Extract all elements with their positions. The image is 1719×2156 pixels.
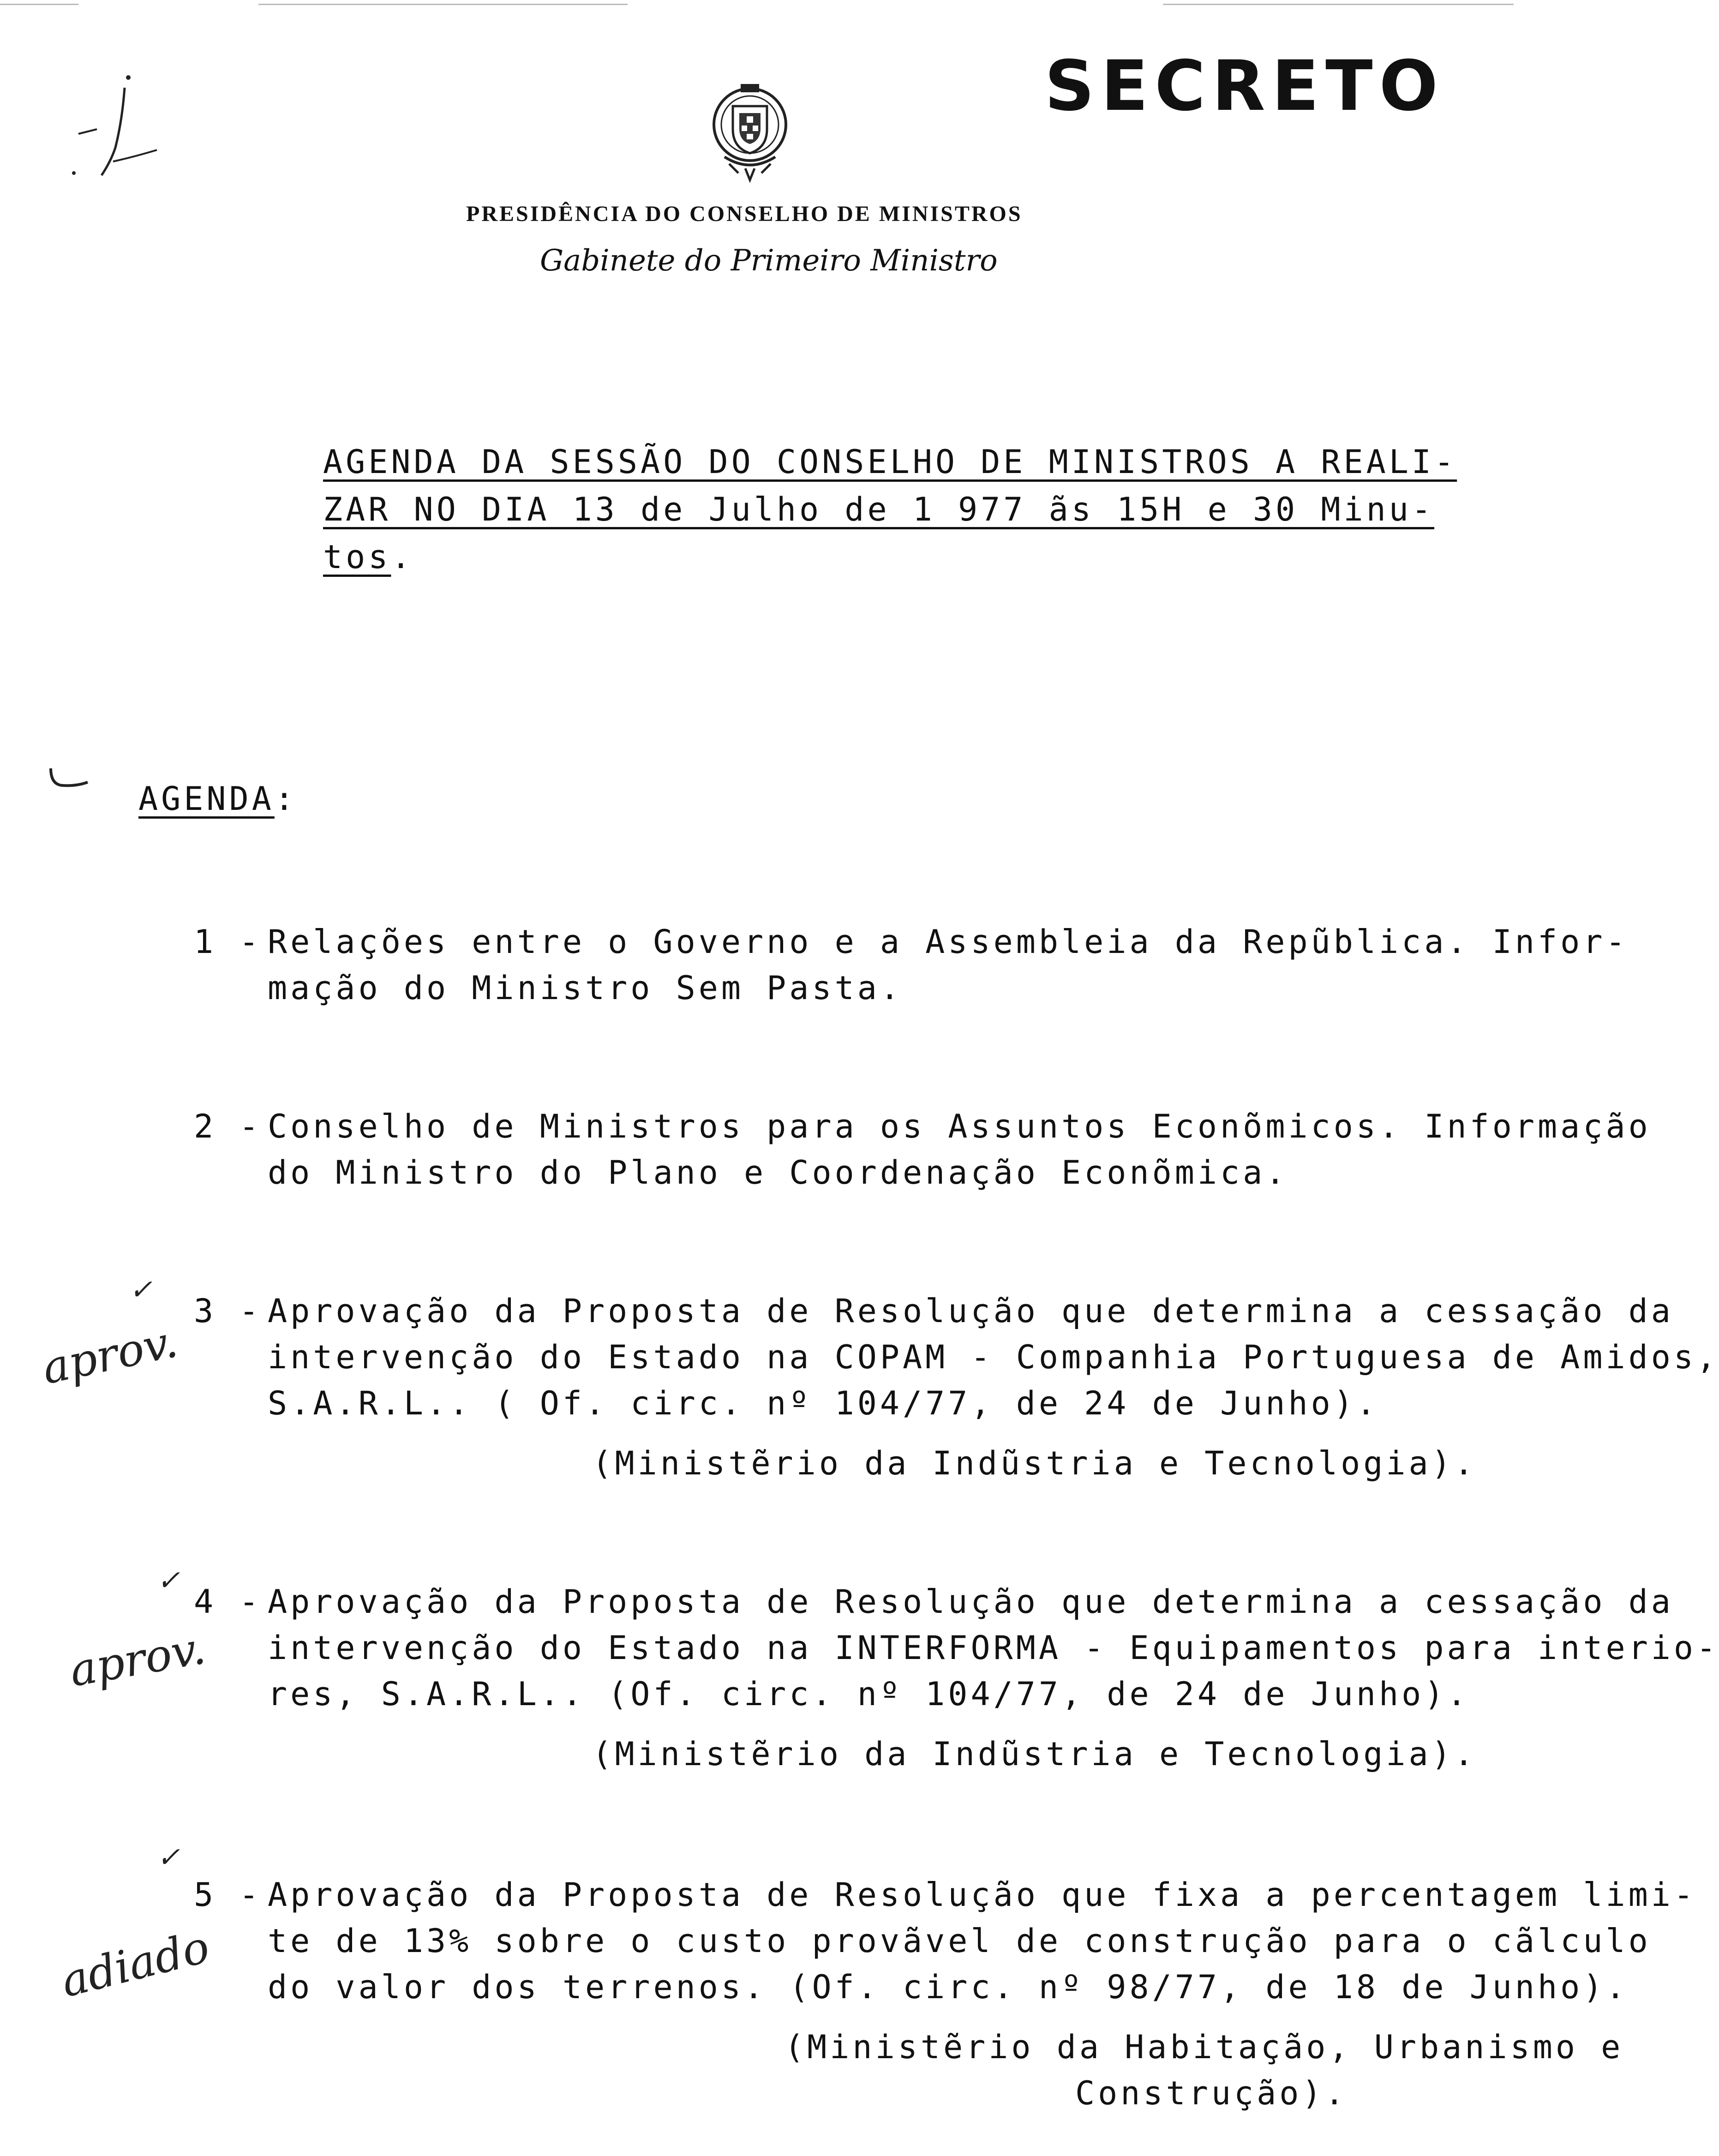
handwritten-note-item-4: aprov.	[66, 1622, 210, 1697]
title-line-1: AGENDA DA SESSÃO DO CONSELHO DE MINISTROS A REALI-	[323, 443, 1457, 481]
agenda-label-text: AGENDA	[138, 780, 275, 818]
handwritten-check: ✓	[129, 1274, 153, 1306]
title-line-3	[323, 538, 414, 576]
item-1-line-1: Relações entre o Governo e a Assembleia da Repũblica. Infor-	[268, 923, 1629, 961]
item-3-line-2: intervenção do Estado na COPAM - Companhia Portuguesa de Amidos,	[268, 1338, 1719, 1376]
scan-edge-line	[1163, 4, 1514, 5]
handwritten-note-item-5: adiado	[56, 1921, 215, 2007]
agenda-label	[138, 780, 297, 818]
item-number: 2 -	[194, 1108, 262, 1145]
item-number: 4 -	[194, 1583, 262, 1621]
item-3-ministry: (Ministẽrio da Indũstria e Tecnologia).	[592, 1444, 1477, 1482]
title-line-3-end: .	[391, 538, 414, 576]
item-number: 3 -	[194, 1292, 262, 1330]
item-1-line-2: mação do Ministro Sem Pasta.	[268, 969, 903, 1007]
item-2-line-2: do Ministro do Plano e Coordenação Econõmica.	[268, 1154, 1288, 1192]
handwritten-note-item-3: aprov.	[37, 1315, 182, 1395]
item-4-line-2: intervenção do Estado na INTERFORMA - Equipamentos para interio-	[268, 1629, 1719, 1667]
item-3-line-1: Aprovação da Proposta de Resolução que determina a cessação da	[268, 1292, 1674, 1330]
item-5-ministry-line-1: (Ministẽrio da Habitação, Urbanismo e	[785, 2028, 1624, 2066]
handwritten-one-mark	[69, 69, 175, 189]
office-subtitle: Gabinete do Primeiro Ministro	[540, 244, 998, 278]
item-number: 1 -	[194, 923, 262, 961]
scan-edge-line	[0, 4, 78, 5]
item-5-line-2: te de 13% sobre o custo provãvel de construção para o cãlculo	[268, 1922, 1651, 1960]
item-3-line-3: S.A.R.L.. ( Of. circ. nº 104/77, de 24 de Junho).	[268, 1384, 1379, 1422]
item-5-ministry-line-2: Construção).	[1075, 2074, 1348, 2112]
classification-stamp: SECRETO	[1044, 46, 1444, 126]
item-number: 5 -	[194, 1876, 262, 1914]
handwritten-corner-mark	[69, 69, 175, 189]
item-2-line-1: Conselho de Ministros para os Assuntos Econõmicos. Informação	[268, 1108, 1651, 1145]
coat-of-arms-seal	[697, 74, 803, 185]
item-5-line-1: Aprovação da Proposta de Resolução que fixa a percentagem limi-	[268, 1876, 1697, 1914]
handwritten-check: ✓	[157, 1841, 180, 1874]
handwritten-check-mark	[46, 766, 92, 794]
agenda-label-colon: :	[274, 780, 298, 818]
item-4-line-3: res, S.A.R.L.. (Of. circ. nº 104/77, de 24 de Junho).	[268, 1675, 1470, 1713]
item-4-line-1: Aprovação da Proposta de Resolução que determina a cessação da	[268, 1583, 1674, 1621]
item-5-line-3: do valor dos terrenos. (Of. circ. nº 98/77, de 18 de Junho).	[268, 1968, 1629, 2006]
title-line-3-text: tos	[323, 538, 391, 576]
institution-header: PRESIDÊNCIA DO CONSELHO DE MINISTROS	[466, 202, 1023, 226]
handwritten-check: ✓	[157, 1564, 180, 1597]
scan-edge-line	[258, 4, 628, 5]
title-line-2: ZAR NO DIA 13 de Julho de 1 977 ãs 15H e 30 Minu-	[323, 491, 1435, 528]
item-4-ministry: (Ministẽrio da Indũstria e Tecnologia).	[592, 1735, 1477, 1773]
